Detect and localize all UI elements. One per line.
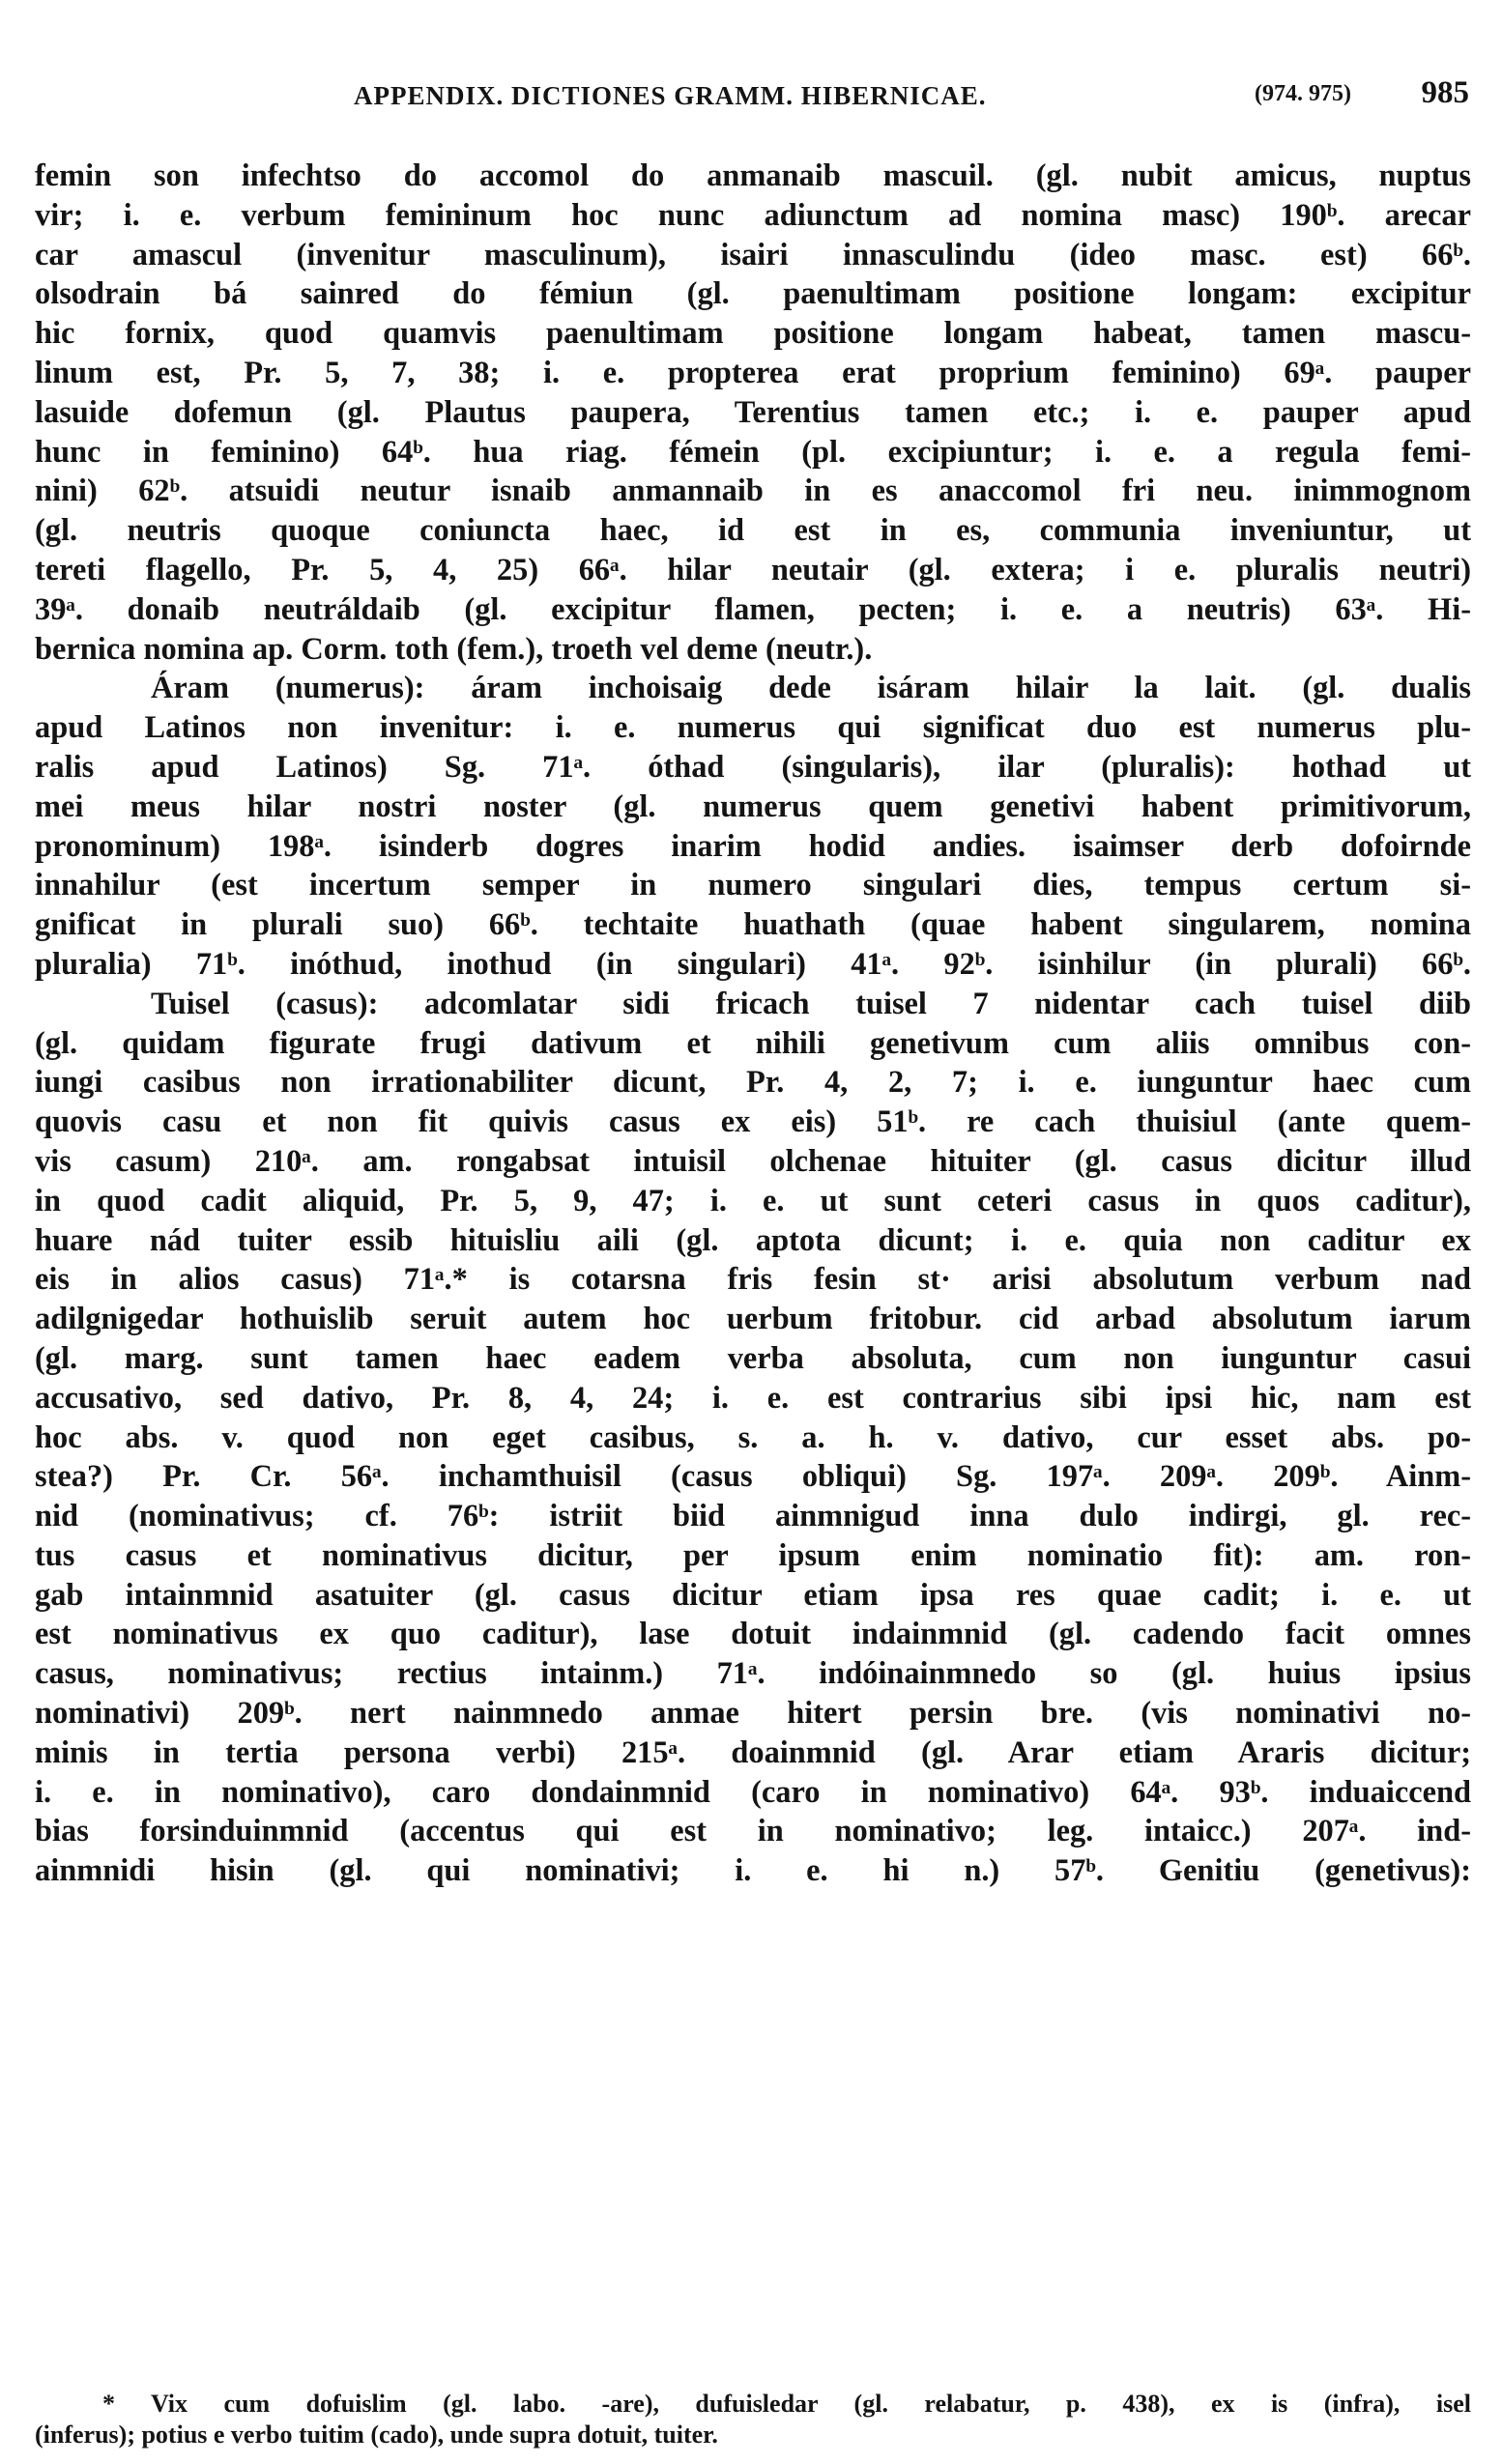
text-line: (gl. marg. sunt tamen haec eadem verba absoluta, cum non iunguntur casui (35, 1340, 1471, 1376)
text-line: i. e. in nominativo), caro dondainmnid (caro in nominativo) 64ᵃ. 93ᵇ. induaiccend (35, 1774, 1471, 1810)
text-line: (gl. quidam figurate frugi dativum et nihili genetivum cum aliis omnibus con- (35, 1025, 1471, 1061)
text-line: hoc abs. v. quod non eget casibus, s. a. h. v. dativo, cur esset abs. po- (35, 1419, 1471, 1455)
text-line: accusativo, sed dativo, Pr. 8, 4, 24; i. e. est contrarius sibi ipsi hic, nam est (35, 1380, 1471, 1416)
text-line: femin son infechtso do accomol do anmanaib mascuil. (gl. nubit amicus, nuptus (35, 158, 1471, 193)
footnote-line: (inferus); potius e verbo tuitim (cado), unde supra dotuit, tuiter. (35, 2421, 718, 2449)
text-line: adilgnigedar hothuislib seruit autem hoc uerbum fritobur. cid arbad absolutum iarum (35, 1302, 1471, 1337)
text-line: nid (nominativus; cf. 76ᵇ: istriit biid ainmnigud inna dulo indirgi, gl. rec- (35, 1499, 1471, 1534)
text-line: in quod cadit aliquid, Pr. 5, 9, 47; i. e. ut sunt ceteri casus in quos caditur), (35, 1183, 1471, 1218)
text-line: eis in alios casus) 71ᵃ.* is cotarsna fris fesin st· arisi absolutum verbum nad (35, 1262, 1471, 1298)
text-line: ralis apud Latinos) Sg. 71ᵃ. óthad (singularis), ilar (pluralis): hothad ut (35, 749, 1471, 785)
text-line: tus casus et nominativus dicitur, per ipsum enim nominatio fit): am. ron- (35, 1537, 1471, 1573)
text-line: nominativi) 209ᵇ. nert nainmnedo anmae hitert persin bre. (vis nominativi no- (35, 1696, 1471, 1732)
text-line: ainmnidi hisin (gl. qui nominativi; i. e. hi n.) 57ᵇ. Genitiu (genetivus): (35, 1853, 1471, 1889)
header-columns: (974. 975) (1255, 81, 1351, 106)
footnote (35, 2389, 1471, 2450)
page-number: 985 (1421, 75, 1469, 110)
text-line: mei meus hilar nostri noster (gl. numerus quem genetivi habent primitivorum, (35, 788, 1471, 824)
page (35, 75, 1471, 2449)
text-line: pluralia) 71ᵇ. inóthud, inothud (in singulari) 41ᵃ. 92ᵇ. isinhilur (in plurali) 66ᵇ. (35, 946, 1471, 982)
text-line: bias forsinduinmnid (accentus qui est in nominativo; leg. intaicc.) 207ᵃ. ind- (35, 1814, 1471, 1849)
body-text (35, 157, 1471, 1891)
text-line: vir; i. e. verbum femininum hoc nunc adiunctum ad nomina masc) 190ᵇ. arecar (35, 197, 1471, 233)
footnote-line: * Vix cum dofuislim (gl. labo. -are), dufuisledar (gl. relabatur, p. 438), ex is (infra), isel (102, 2390, 1471, 2418)
text-line: iungi casibus non irrationabiliter dicunt, Pr. 4, 2, 7; i. e. iunguntur haec cum (35, 1065, 1471, 1101)
text-line: (gl. neutris quoque coniuncta haec, id est in es, communia inveniuntur, ut (35, 513, 1471, 549)
text-line: pronominum) 198ᵃ. isinderb dogres inarim hodid andies. isaimser derb dofoirnde (35, 828, 1471, 864)
text-line: tereti flagello, Pr. 5, 4, 25) 66ᵃ. hilar neutair (gl. extera; i e. pluralis neutri) (35, 552, 1471, 587)
header-title: APPENDIX. DICTIONES GRAMM. HIBERNICAE. (354, 81, 987, 110)
text-line: Áram (numerus): áram inchoisaig dede isáram hilair la lait. (gl. dualis (151, 671, 1471, 706)
text-line: lasuide dofemun (gl. Plautus paupera, Terentius tamen etc.; i. e. pauper apud (35, 394, 1471, 430)
text-line: olsodrain bá sainred do fémiun (gl. paenultimam positione longam: excipitur (35, 276, 1471, 312)
text-line: hunc in feminino) 64ᵇ. hua riag. fémein (pl. excipiuntur; i. e. a regula femi- (35, 434, 1471, 470)
text-line: minis in tertia persona verbi) 215ᵃ. doainmnid (gl. Arar etiam Araris dicitur; (35, 1734, 1471, 1770)
text-line: huare nád tuiter essib hituisliu aili (gl. aptota dicunt; i. e. quia non caditur ex (35, 1222, 1471, 1258)
text-line: linum est, Pr. 5, 7, 38; i. e. propterea erat proprium feminino) 69ᵃ. pauper (35, 355, 1471, 390)
text-line: Tuisel (casus): adcomlatar sidi fricach tuisel 7 nidentar cach tuisel diib (151, 986, 1471, 1021)
text-line: car amascul (invenitur masculinum), isairi innasculindu (ideo masc. est) 66ᵇ. (35, 237, 1471, 272)
text-line: gab intainmnid asatuiter (gl. casus dicitur etiam ipsa res quae cadit; i. e. ut (35, 1577, 1471, 1613)
text-line: gnificat in plurali suo) 66ᵇ. techtaite huathath (quae habent singularem, nomina (35, 907, 1471, 943)
text-line: bernica nomina ap. Corm. toth (fem.), troeth vel deme (neutr.). (35, 631, 873, 667)
text-line: stea?) Pr. Cr. 56ᵃ. inchamthuisil (casus obliqui) Sg. 197ᵃ. 209ᵃ. 209ᵇ. Ainm- (35, 1459, 1471, 1495)
text-line: quovis casu et non fit quivis casus ex eis) 51ᵇ. re cach thuisiul (ante quem- (35, 1104, 1471, 1140)
text-line: vis casum) 210ᵃ. am. rongabsat intuisil olchenae hituiter (gl. casus dicitur illud (35, 1143, 1471, 1179)
text-line: 39ᵃ. donaib neutráldaib (gl. excipitur flamen, pecten; i. e. a neutris) 63ᵃ. Hi- (35, 591, 1471, 627)
running-header (35, 75, 1471, 126)
text-line: apud Latinos non invenitur: i. e. numerus qui significat duo est numerus plu- (35, 710, 1471, 746)
text-line: hic fornix, quod quamvis paenultimam positione longam habeat, tamen mascu- (35, 316, 1471, 352)
text-line: casus, nominativus; rectius intainm.) 71ᵃ. indóinainmnedo so (gl. huius ipsius (35, 1656, 1471, 1692)
text-line: innahilur (est incertum semper in numero singulari dies, tempus certum si- (35, 868, 1471, 903)
text-line: nini) 62ᵇ. atsuidi neutur isnaib anmannaib in es anaccomol fri neu. inimmognom (35, 473, 1471, 509)
text-line: est nominativus ex quo caditur), lase dotuit indainmnid (gl. cadendo facit omnes (35, 1617, 1471, 1652)
